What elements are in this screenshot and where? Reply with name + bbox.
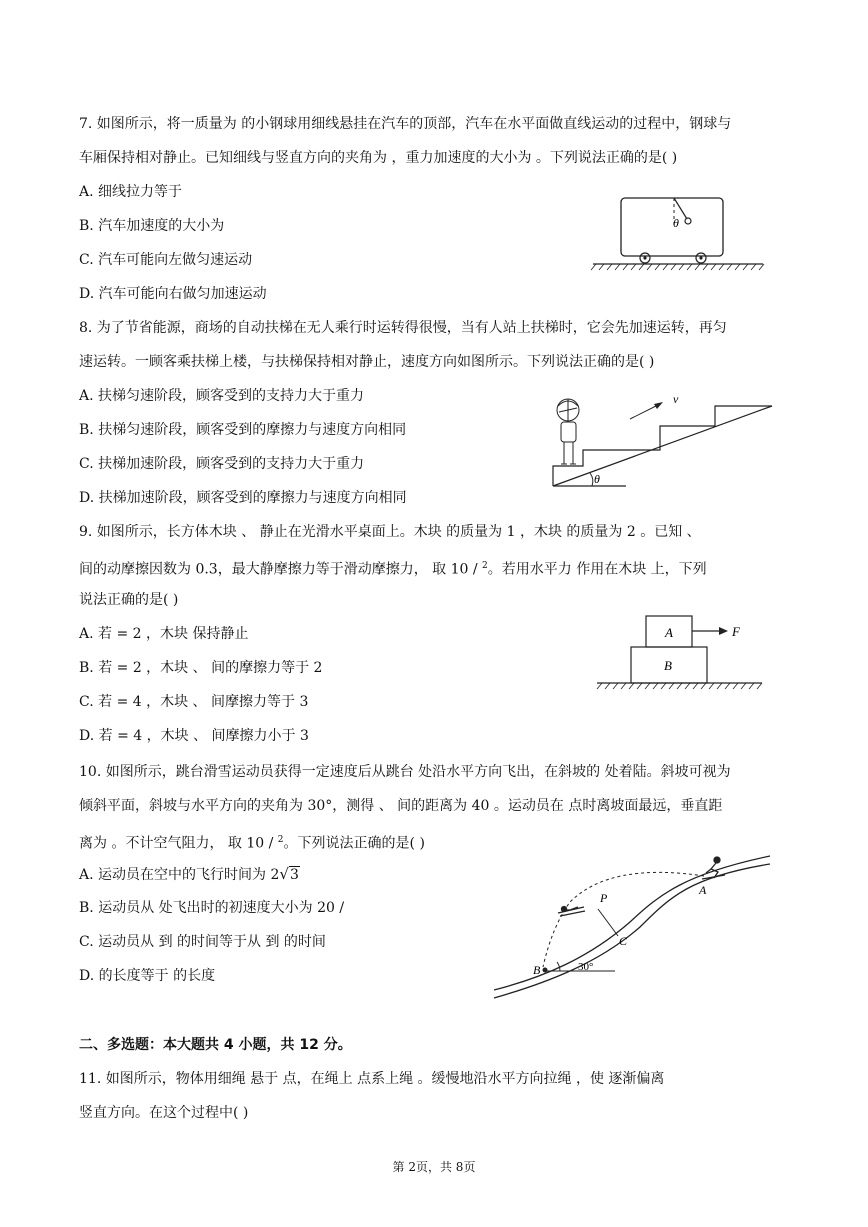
page-footer: 第 2页，共 8页 <box>392 1160 476 1174</box>
q9-line2-tail: 。若用水平力 作用在木块 上，下列 <box>487 561 707 578</box>
q9-line1: 9. 如图所示，长方体木块 、 静止在光滑水平桌面上。木块 的质量为 1 ，木块 的质量为 2 。已知 、 <box>79 524 701 540</box>
q9-block-a-label: A <box>665 625 673 640</box>
q7-theta-label: θ <box>673 216 679 230</box>
q7-line1: 7. 如图所示，将一质量为 的小钢球用细线悬挂在汽车的顶部，汽车在水平面做直线运动的过程中，钢球与 <box>79 116 732 132</box>
q10-point-a-label: A <box>699 883 707 897</box>
q10-line2: 倾斜平面，斜坡与水平方向的夹角为 30°，测得 、 间的距离为 40 。运动员在 点时离坡面最远，垂直距 <box>79 798 723 814</box>
q8-line2: 速运转。一顾客乘扶梯上楼，与扶梯保持相对静止，速度方向如图所示。下列说法正确的是( ) <box>79 354 655 370</box>
q10-line3 <box>79 831 425 853</box>
q10-option-a <box>79 865 300 884</box>
q9-line2-text: 间的动摩擦因数为 0.3，最大静摩擦力等于滑动摩擦力， 取 10 / <box>79 561 483 578</box>
q9-option-b: B. 若 = 2 ，木块 、 间的摩擦力等于 2 <box>79 660 323 676</box>
q10-line3-tail: 。下列说法正确的是( ) <box>283 835 425 852</box>
q10-line3-text: 离为 。不计空气阻力， 取 10 / <box>79 835 278 852</box>
q10-point-b-label: B <box>533 963 541 977</box>
q10-option-a-text: A. 运动员在空中的飞行时间为 2 <box>79 867 280 883</box>
q8-theta-label: θ <box>594 472 600 486</box>
q10-point-p-label: P <box>600 891 608 905</box>
q8-line1: 8. 为了节省能源，商场的自动扶梯在无人乘行时运转得很慢，当有人站上扶梯时，它会先加速运转，再匀 <box>79 320 727 336</box>
q8-option-a: A. 扶梯匀速阶段，顾客受到的支持力大于重力 <box>79 388 365 404</box>
q8-option-b: B. 扶梯匀速阶段，顾客受到的摩擦力与速度方向相同 <box>79 422 407 438</box>
q8-velocity-label: v <box>673 392 679 406</box>
q10-option-a-radicand: 3 <box>289 867 299 883</box>
q7-line2: 车厢保持相对静止。已知细线与竖直方向的夹角为 ，重力加速度的大小为 。下列说法正确的是( ) <box>79 150 678 166</box>
q10-line3-superscript: 2 <box>277 835 284 845</box>
q8-option-d: D. 扶梯加速阶段，顾客受到的摩擦力与速度方向相同 <box>79 490 407 506</box>
q11-line2: 竖直方向。在这个过程中( ) <box>79 1105 249 1121</box>
section-heading: 二、多选题：本大题共 4 小题，共 12 分。 <box>79 1037 352 1053</box>
q7-option-d: D. 汽车可能向右做匀加速运动 <box>79 286 267 302</box>
q7-option-b: B. 汽车加速度的大小为 <box>79 218 225 234</box>
q8-escalator-figure <box>548 386 778 490</box>
q9-option-c: C. 若 = 4 ，木块 、 间摩擦力等于 3 <box>79 694 309 710</box>
q7-car-figure <box>588 193 768 273</box>
q9-option-d: D. 若 = 4 ，木块 、 间摩擦力小于 3 <box>79 728 309 744</box>
q9-option-a: A. 若 = 2 ，木块 保持静止 <box>79 626 249 642</box>
q9-line3: 说法正确的是( ) <box>79 592 179 608</box>
q10-ski-jump-figure <box>490 852 774 1004</box>
q10-point-c-label: C <box>619 934 628 948</box>
q10-option-c: C. 运动员从 到 的时间等于从 到 的时间 <box>79 934 326 950</box>
q7-option-c: C. 汽车可能向左做匀速运动 <box>79 252 253 268</box>
q10-option-b: B. 运动员从 处飞出时的初速度大小为 20 / <box>79 900 345 916</box>
q11-line1: 11. 如图所示，物体用细绳 悬于 点，在绳上 点系上绳 。缓慢地沿水平方向拉绳 ，使 逐渐偏离 <box>79 1071 665 1087</box>
sqrt-icon: √ <box>279 865 289 883</box>
q10-option-d: D. 的长度等于 的长度 <box>79 968 216 984</box>
customer-figure <box>557 399 579 464</box>
q10-angle-label: 30° <box>578 961 594 973</box>
q10-line1: 10. 如图所示，跳台滑雪运动员获得一定速度后从跳台 处沿水平方向飞出，在斜坡的 处着陆。斜坡可视为 <box>79 764 731 780</box>
q8-option-c: C. 扶梯加速阶段，顾客受到的支持力大于重力 <box>79 456 365 472</box>
q9-line2-superscript: 2 <box>482 561 488 571</box>
q9-force-label: F <box>732 624 740 639</box>
q9-blocks-figure <box>594 611 766 691</box>
q9-block-b-label: B <box>664 658 672 673</box>
q7-option-a: A. 细线拉力等于 <box>79 184 183 200</box>
q9-line2 <box>79 557 707 579</box>
